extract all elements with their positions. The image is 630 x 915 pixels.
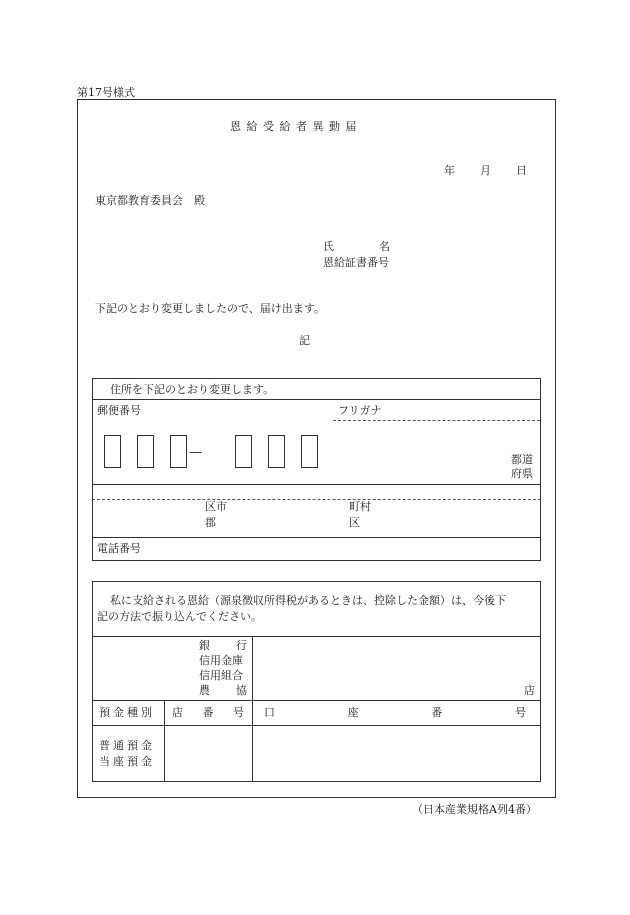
address-divider	[92, 484, 541, 485]
address-header-divider	[92, 399, 541, 400]
deposit-type-futsu: 普通預金	[99, 739, 155, 752]
branch-number-header-2: 番	[202, 706, 214, 719]
date-year-label: 年	[444, 164, 455, 177]
deposit-type-header-text: 預金種別	[99, 706, 155, 719]
ku-shi-label: 区市	[205, 500, 227, 513]
deposit-type-toza: 当座預金	[99, 755, 155, 768]
bank-type-shinkin: 信用金庫	[199, 654, 243, 667]
gun-label: 郡	[205, 516, 216, 529]
deposit-type-header	[99, 706, 158, 720]
furigana-underline	[333, 420, 540, 421]
prefecture-label-line2: 府県	[511, 467, 533, 480]
bank-type-ginko	[199, 639, 247, 653]
account-number-header-3: 番	[431, 706, 443, 719]
prefecture-label-line1: 都道	[511, 453, 533, 466]
account-number-header-2: 座	[347, 706, 359, 719]
account-number-header-1: 口	[264, 706, 275, 719]
furigana-label: フリガナ	[338, 404, 382, 417]
bank-type-nokyo-2: 協	[236, 684, 247, 697]
postal-digit-box[interactable]	[137, 435, 154, 468]
bank-text-divider	[92, 636, 541, 637]
machi-mura-label: 町村	[349, 500, 371, 513]
postal-digit-box[interactable]	[170, 435, 187, 468]
postal-digit-box[interactable]	[235, 435, 252, 468]
ku-label: 区	[349, 516, 360, 529]
address-header: 住所を下記のとおり変更します。	[110, 383, 275, 396]
bank-text-line1: 私に支給される恩給（源泉徴収所得税があるときは、控除した金額）は、今後下	[110, 594, 506, 607]
address-section	[92, 378, 541, 561]
postal-code-label: 郵便番号	[97, 404, 141, 417]
form-number: 第17号様式	[77, 86, 135, 99]
account-number-header	[264, 706, 526, 720]
bank-type-ginko-1: 銀	[199, 639, 210, 652]
phone-label: 電話番号	[97, 542, 141, 555]
bank-type-shinkumi: 信用組合	[199, 669, 243, 682]
bank-type-nokyo	[199, 684, 247, 698]
name-label-2: 名	[379, 240, 390, 253]
addressee: 東京都教育委員会 殿	[95, 194, 205, 207]
name-label-1: 氏	[323, 240, 334, 253]
date-month-label: 月	[480, 164, 491, 177]
bank-text-line2: 記の方法で振り込んでください。	[97, 610, 262, 623]
intro-text: 下記のとおり変更しましたので、届け出ます。	[95, 302, 325, 315]
postal-digit-box[interactable]	[104, 435, 121, 468]
ki-label: 記	[299, 334, 310, 347]
branch-number-header-3: 号	[233, 706, 244, 719]
bank-header-bottom-line	[92, 725, 541, 726]
address-dashed-divider	[92, 499, 541, 500]
type-column-divider	[164, 700, 165, 782]
name-label	[323, 240, 390, 254]
account-number-header-4: 号	[514, 706, 526, 719]
postal-digit-box[interactable]	[268, 435, 285, 468]
form-title: 恩 給 受 給 者 異 動 届	[230, 120, 358, 133]
bank-type-ginko-2: 行	[236, 639, 247, 652]
phone-divider	[92, 537, 541, 538]
postal-digit-box[interactable]	[301, 435, 318, 468]
certificate-number-label: 恩給証書番号	[323, 256, 389, 269]
branch-number-header-1: 店	[172, 706, 183, 719]
postal-dash: —	[189, 445, 202, 460]
bank-column-divider	[252, 636, 253, 782]
branch-suffix: 店	[524, 684, 535, 697]
bank-header-top-line	[92, 700, 541, 701]
date-day-label: 日	[516, 164, 527, 177]
bank-type-nokyo-1: 農	[199, 684, 210, 697]
branch-number-header	[172, 706, 244, 720]
footer-note: （日本産業規格A列4番）	[412, 803, 537, 816]
